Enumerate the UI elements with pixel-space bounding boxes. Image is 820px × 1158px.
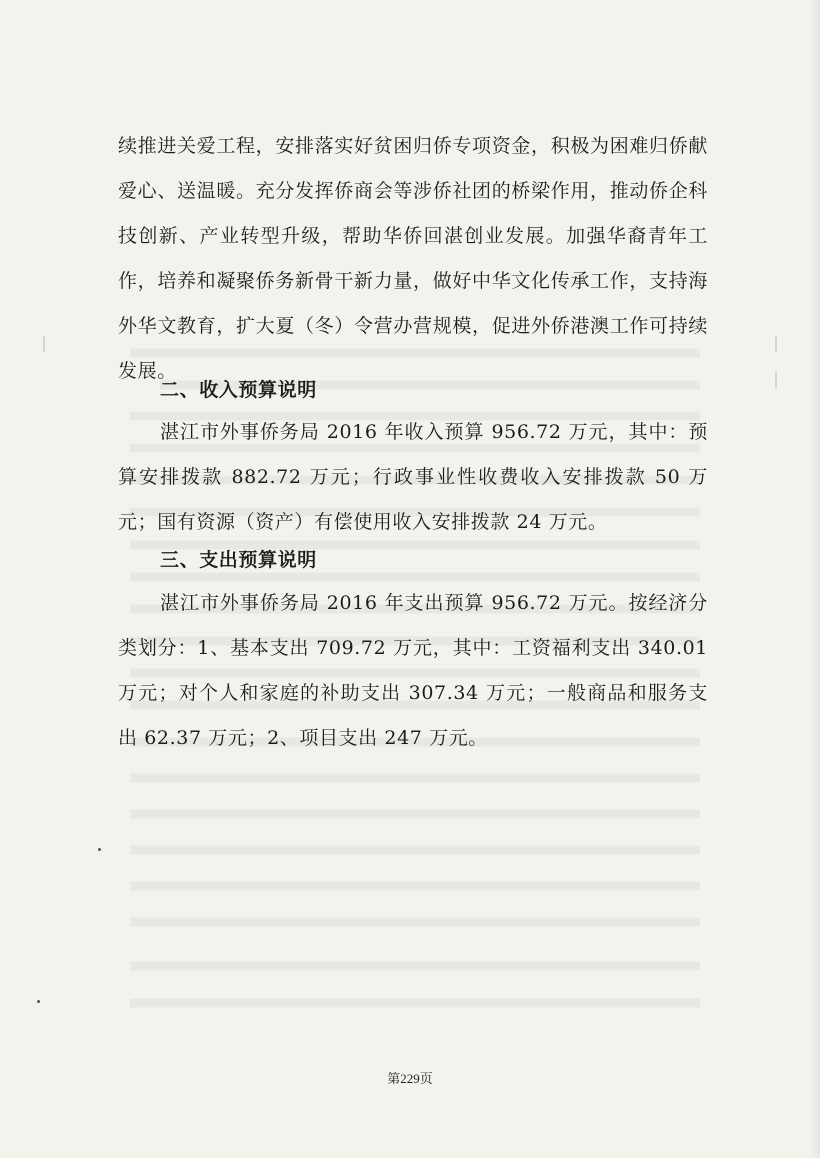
section-heading-expenditure-budget: 三、支出预算说明: [160, 549, 317, 571]
paragraph-expenditure-budget: 湛江市外事侨务局 2016 年支出预算 956.72 万元。按经济分类划分：1、基本支出 709.72 万元，其中：工资福利支出 340.01 万元；对个人和家庭的补助支出 307.34 万元；一般商品和服务支出 62.37 万元；2、项目支出 247 万元。: [118, 592, 708, 749]
section-heading-income-budget: 二、收入预算说明: [160, 379, 317, 401]
page-number: 第229页: [387, 1071, 433, 1086]
scan-speck: [37, 1000, 40, 1003]
paragraph-income-budget: 湛江市外事侨务局 2016 年收入预算 956.72 万元，其中：预算安排拨款 882.72 万元；行政事业性收费收入安排拨款 50 万元；国有资源（资产）有偿使用收入安排拨款 24 万元。: [118, 421, 708, 533]
paragraph-overseas-chinese-work: 续推进关爱工程，安排落实好贫困归侨专项资金，积极为困难归侨献爱心、送温暖。充分发挥侨商会等涉侨社团的桥梁作用，推动侨企科技创新、产业转型升级，帮助华侨回湛创业发展。加强华裔青年工作，培养和凝聚侨务新骨干新力量，做好中华文化传承工作，支持海外华文教育，扩大夏（冬）令营办营规模，促进外侨港澳工作可持续发展。: [118, 135, 708, 382]
scan-speck: [98, 848, 101, 851]
page-edge-shadow: [810, 0, 820, 1158]
